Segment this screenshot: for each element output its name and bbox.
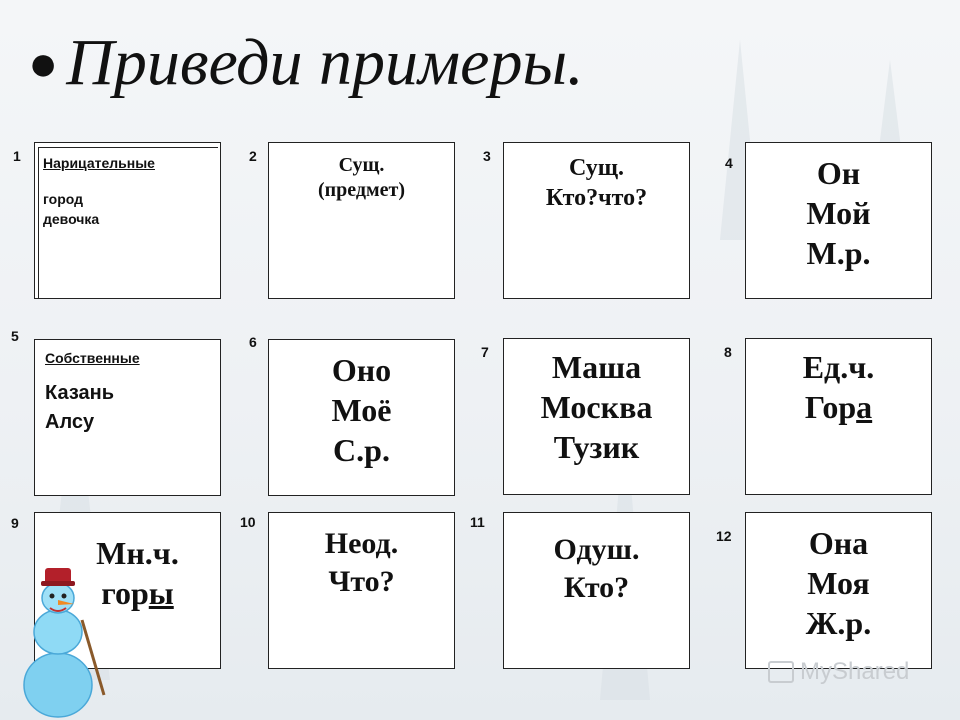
card-proper-nouns	[34, 339, 221, 496]
card-line: Моё	[331, 392, 392, 428]
card-line: Что?	[328, 564, 395, 598]
card-number: 10	[240, 514, 256, 530]
card-number: 2	[249, 148, 257, 164]
card-neuter	[268, 339, 455, 496]
presentation-icon	[768, 661, 794, 683]
card-line: Она	[808, 525, 869, 561]
card-singular	[745, 338, 932, 495]
snowman-icon	[12, 560, 122, 720]
card-proper-examples	[503, 338, 690, 495]
card-line: Сущ.	[569, 155, 624, 181]
list-item: Казань	[45, 382, 114, 404]
card-number: 6	[249, 334, 257, 350]
list-item: девочка	[43, 211, 100, 227]
card-line: М.р.	[806, 235, 871, 271]
card-line: (предмет)	[317, 179, 406, 201]
card-number: 7	[481, 344, 489, 360]
card-line: Сущ.	[338, 154, 385, 176]
card-noun-object	[268, 142, 455, 299]
card-feminine	[745, 512, 932, 669]
card-line: С.р.	[333, 432, 390, 468]
card-heading: Нарицательные	[43, 155, 155, 171]
card-line: Моя	[807, 565, 870, 601]
card-line: Одуш.	[553, 533, 640, 566]
card-masculine	[745, 142, 932, 299]
title-text: Приведи примеры.	[66, 26, 584, 99]
card-line: Мн.ч.	[96, 535, 179, 571]
list-item: город	[43, 191, 84, 207]
list-item: Алсу	[45, 411, 95, 433]
card-inanimate	[268, 512, 455, 669]
watermark-text: MyShared	[800, 658, 910, 685]
card-line: Неод.	[324, 527, 399, 560]
card-animate	[503, 512, 690, 669]
ending-underlined: а	[856, 389, 873, 425]
ending-underlined: ы	[148, 575, 174, 611]
card-number: 5	[11, 328, 19, 344]
card-line: Кто?	[563, 570, 630, 604]
card-line: Москва	[540, 389, 653, 425]
card-line: Тузик	[553, 429, 640, 465]
watermark	[768, 658, 909, 686]
page-title	[28, 18, 584, 108]
card-line: Ед.ч.	[802, 349, 875, 385]
bullet-icon: ●	[28, 35, 59, 91]
card-number: 12	[716, 528, 732, 544]
card-heading: Собственные	[45, 350, 140, 366]
card-number: 8	[724, 344, 732, 360]
card-number: 11	[470, 514, 485, 530]
card-line: горы	[101, 575, 174, 611]
card-line: Мой	[806, 195, 871, 231]
card-line: Ж.р.	[805, 605, 872, 641]
card-number: 9	[11, 515, 19, 531]
card-noun-question	[503, 142, 690, 299]
card-line: Он	[816, 155, 861, 191]
card-number: 1	[13, 148, 21, 164]
card-number: 3	[483, 148, 491, 164]
card-common-nouns	[34, 142, 221, 299]
card-line: Оно	[331, 352, 392, 388]
card-line: Гора	[804, 389, 873, 425]
card-number: 4	[725, 155, 733, 171]
card-line: Кто?что?	[545, 185, 648, 211]
card-line: Маша	[551, 349, 642, 385]
